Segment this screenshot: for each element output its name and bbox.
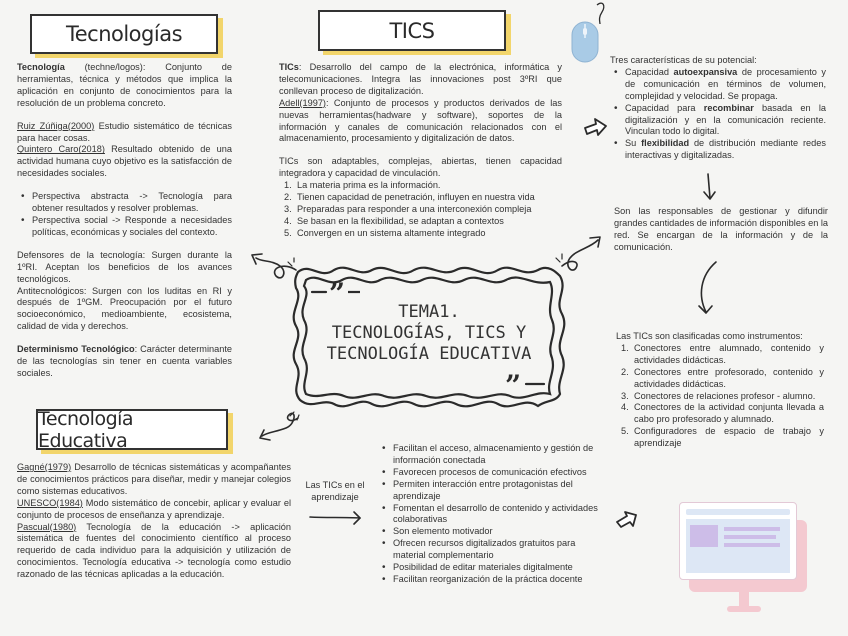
center-title-line2: TECNOLOGÍAS, TICS Y — [331, 322, 527, 343]
block-arrow-bottom-icon — [617, 512, 636, 527]
aprendizaje-list-wrap — [378, 443, 606, 586]
instrumento-item: Conectores entre alumnado, contenido y actividades didácticas. — [634, 342, 824, 365]
header-tics — [318, 10, 506, 51]
tics-text — [279, 62, 562, 240]
defensores-text: Defensores de la tecnología: Surgen durante la 1ºRI. Aceptan los beneficios de los avances tecnológicos. — [17, 249, 232, 284]
caracteristica-item: • Capacidad para recombinar basada en la digitalización y en la comunicación reciente. Vinculan todo lo digital. — [610, 103, 826, 139]
educativa-text — [17, 462, 291, 581]
tics-list-item: Convergen en un sistema altamente integrado — [297, 227, 486, 238]
instrumento-item: Conectores entre profesorado, contenido y actividades didácticas. — [634, 366, 824, 389]
aprendizaje-item: • Posibilidad de editar materiales digitalmente — [378, 562, 606, 574]
screen-panel — [690, 525, 718, 547]
straight-arrow-head-icon — [354, 512, 360, 524]
header-tics-label: TICS — [389, 18, 435, 43]
gagne-author: Gagné(1979) — [17, 462, 72, 472]
gagne-text: Desarrollo de técnicas sistemáticas y acompañantes de conocimientos prácticos para diseñar, medir y manejar colegios como sistemas educativos. — [17, 462, 291, 496]
unesco-citation — [17, 498, 291, 522]
perspective-item: • Perspectiva abstracta -> Tecnología para obtener resultados y resolver problemas. — [17, 191, 232, 215]
pascual-text: Tecnología de la educación -> aplicación sistemática de fuentes del conocimiento científico al proceso requerido de cada individuo para la adquisición y utilización de conocimientos. Tecnología educativa -> tecnología como estudio razonado de las técnicas aplicadas a la educación. — [17, 521, 291, 580]
tecnologias-text — [17, 62, 232, 391]
aprendizaje-label: Las TICs en el aprendizaje — [305, 480, 365, 502]
tics-definition — [279, 62, 562, 98]
aprendizaje-item: • Facilitan reorganización de la práctica docente — [378, 574, 606, 586]
instrumentos-intro: Las TICs son clasificadas como instrumentos: — [616, 331, 803, 341]
header-tecnologia-educativa-label: Tecnología Educativa — [38, 407, 134, 452]
curly-arrow-bottom-head-icon — [260, 430, 270, 440]
antitecnologicos-text: Antitecnológicos: Surgen con los luditas en RI y después de 1ºGM. Preocupación por el futuro socioeconómico, medioambiente, ecosistema, calidad de vida y derechos. — [17, 285, 232, 332]
monitor-base — [727, 606, 761, 612]
curly-arrow-bottom-icon — [262, 413, 298, 436]
aprendizaje-list — [378, 443, 606, 586]
caracteristicas-list — [610, 67, 826, 162]
quintero-author: Quintero Caro(2018) — [17, 144, 105, 155]
aprendizaje-item: • Permiten interacción entre protagonistas del aprendizaje — [378, 479, 606, 503]
determinismo-definition: : Carácter determinante de las tecnologías sin tener en cuenta variables sociales. — [17, 344, 232, 378]
caracteristicas-text — [610, 55, 826, 162]
tecnologia-definition — [17, 62, 232, 110]
adell-author: Adell(1997) — [279, 97, 326, 108]
caracteristica-item: • Su flexibilidad de distribución mediante redes interactivas y digitalizadas. — [610, 138, 826, 162]
aprendizaje-item: • Ofrecen recursos digitalizados gratuitos para material complementario — [378, 538, 606, 562]
block-arrow-top-icon — [585, 119, 606, 135]
aprendizaje-item: • Son elemento motivador — [378, 526, 606, 538]
instrumento-item: Configuradores de espacio de trabajo y aprendizaje — [634, 426, 824, 449]
adell-citation — [279, 98, 562, 146]
curly-arrow-left-head-icon — [252, 254, 262, 264]
tics-list-item: La materia prima es la información. — [297, 180, 441, 191]
curved-arrow-icon — [701, 262, 716, 312]
aprendizaje-item: • Facilitan el acceso, almacenamiento y gestión de información conectada — [378, 443, 606, 467]
responsables-text: Son las responsables de gestionar y difundir grandes cantidades de información disponibles en la red. Se encargan de la información y de la comunicación. — [614, 206, 829, 252]
quintero-citation — [17, 144, 232, 180]
adell-text: : Conjunto de procesos y productos derivados de las nuevas herramientas(hadware y software), soportes de la información y canales de comunicación relacionados con el almacenamiento, procesamiento y digitalización de datos. — [279, 97, 562, 144]
tics-list-item: Tienen capacidad de penetración, influyen en nuestra vida — [297, 192, 535, 203]
header-tecnologias — [30, 14, 218, 54]
perspectives-list — [17, 191, 232, 239]
ruiz-citation — [17, 121, 232, 145]
curly-arrow-right-icon — [562, 240, 598, 270]
aprendizaje-item: • Fomentan el desarrollo de contenido y actividades colaborativas — [378, 503, 606, 527]
caracteristicas-intro: Tres características de su potencial: — [610, 55, 757, 65]
tecnologia-definition-text: (techne/logos): Conjunto de herramientas, técnica y métodos que implica la aplicación en conjunto de conocimientos para la resolución de un problema concreto. — [17, 62, 232, 108]
pascual-author: Pascual(1980) — [17, 521, 77, 532]
center-title-line1: TEMA1. — [398, 301, 460, 322]
quintero-text: Resultado obtenido de una actividad humana cuyo objetivo es la satisfacción de necesidades sociales. — [17, 144, 232, 179]
unesco-text: Modo sistemático de concebir, aplicar y evaluar el conjunto de procesos de enseñanza y aprendizaje. — [17, 497, 291, 520]
caracteristica-item: • Capacidad autoexpansiva de procesamiento y de comunicación en términos de volumen, complejidad y velocidad. Se propaga. — [610, 67, 826, 103]
unesco-author: UNESCO(1984) — [17, 497, 83, 508]
header-tecnologia-educativa — [36, 409, 228, 450]
center-title-line3: TECNOLOGÍA EDUCATIVA — [326, 343, 532, 364]
header-tecnologias-label: Tecnologías — [65, 22, 183, 46]
instrumentos-text — [616, 331, 824, 450]
instrumento-item: Conectores de relaciones profesor - alumno. — [634, 390, 816, 401]
tics-list — [279, 180, 562, 240]
mouse-icon — [572, 3, 604, 62]
quote-mark-open: ” — [329, 277, 346, 310]
monitor-stand — [739, 592, 749, 606]
perspective-item: • Perspectiva social -> Responde a necesidades políticas, económicas y sociales del contexto. — [17, 215, 232, 239]
tics-term: TICs — [279, 62, 299, 72]
ruiz-author: Ruiz Zúñiga(2000) — [17, 120, 95, 131]
ruiz-text: Estudio sistemático de técnicas para hacer cosas. — [17, 120, 232, 143]
down-arrow-icon — [708, 174, 710, 198]
down-arrow-head-icon — [704, 192, 715, 199]
gagne-citation — [17, 462, 291, 498]
tics-list-item: Preparadas para responder a una interconexión compleja — [297, 203, 532, 214]
straight-arrow-icon — [310, 517, 360, 518]
determinismo-term: Determinismo Tecnológico — [17, 344, 135, 355]
instrumentos-list — [616, 343, 824, 450]
tics-intro: TICs son adaptables, complejas, abiertas, tienen capacidad integradora y capacidad de vinculación. — [279, 156, 562, 179]
curly-arrow-left-icon — [256, 258, 296, 278]
determinismo-text — [17, 344, 232, 380]
center-title — [300, 268, 558, 398]
tecnologia-term: Tecnología — [17, 62, 65, 72]
aprendizaje-item: • Favorecen procesos de comunicación efectivos — [378, 467, 606, 479]
curly-arrow-right-head-icon — [590, 237, 600, 247]
tics-list-item: Se basan en la flexibilidad, se adaptan a contextos — [297, 215, 504, 226]
monitor-icon — [675, 500, 815, 620]
tics-definition-text: : Desarrollo del campo de la electrónica, informática y telecomunicaciones. Integra las innovaciones post 3ºRI que conllevan proceso de digitalización. — [279, 62, 562, 96]
curved-arrow-head-icon — [699, 306, 712, 313]
quote-mark-close: ” — [505, 369, 522, 402]
pascual-citation — [17, 522, 291, 582]
instrumento-item: Conectores de la actividad conjunta llevada a cabo pro profesorado y alumnado. — [634, 402, 824, 425]
monitor-screen — [679, 502, 797, 580]
